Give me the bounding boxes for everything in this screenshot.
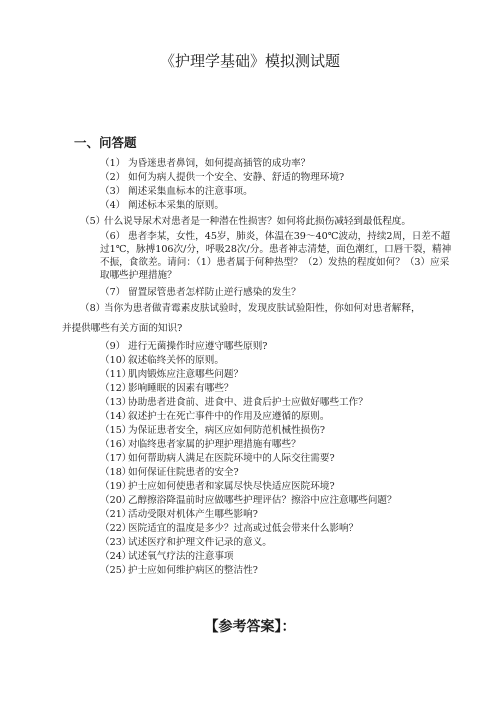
question-text: 试述医疗和护理文件记录的意义。 xyxy=(128,537,272,548)
question-item xyxy=(100,480,335,493)
question-item xyxy=(100,199,224,212)
question-text: 如何保证住院患者的安全? xyxy=(128,467,239,478)
question-text: 阐述采集血标本的注意事项。 xyxy=(128,186,253,197)
question-text: 协助患者进食前、进食中、进食后护士应做好哪些工作？ xyxy=(128,397,368,408)
question-number: （20） xyxy=(100,495,132,506)
question-item xyxy=(100,185,253,198)
question-text: 活动受限对机体产生哪些影响? xyxy=(128,509,258,520)
question-continuation: 并提供哪些有关方面的知识? xyxy=(62,323,183,334)
question-number: （19） xyxy=(100,481,132,492)
question-item xyxy=(100,354,224,367)
question-number: （15） xyxy=(100,425,132,436)
section-heading: 一、问答题 xyxy=(74,135,137,150)
question-text: 影响睡眠的因素有哪些？ xyxy=(128,383,234,394)
question-text: 叙述临终关怀的原则。 xyxy=(128,355,224,366)
question-text: 护士应如何使患者和家属尽快尽快适应医院环境? xyxy=(128,481,335,492)
question-number: （13） xyxy=(100,397,132,408)
question-number: （4） xyxy=(100,200,126,211)
question-number: （8） xyxy=(80,303,106,314)
page-title: 《护理学基础》模拟测试题 xyxy=(159,52,340,70)
question-number: （9） xyxy=(100,341,126,352)
question-item xyxy=(100,157,310,170)
question-item xyxy=(100,286,301,299)
question-item xyxy=(100,564,258,577)
question-item xyxy=(100,452,335,465)
question-item xyxy=(100,494,397,507)
question-number: （5） xyxy=(80,216,106,227)
question-item xyxy=(100,522,358,535)
question-item xyxy=(80,215,411,228)
question-text: 患者李某，女性，45岁，肺炎，体温在39～40℃波动，持续2周，日差不超过1℃，脉搏106次/分，呼吸28次/分。患者神志清楚，面色潮红，口唇干裂，精神不振，食欲差。请问：（1）患者属于何种热型？（2）发热的程度如何？（3）应采取哪些护理措施？ xyxy=(100,231,452,281)
question-number: （17） xyxy=(100,453,132,464)
question-number: （6） xyxy=(100,231,126,242)
answer-heading: 【参考答案】： xyxy=(204,619,296,635)
question-number: （12） xyxy=(100,383,132,394)
question-number: （18） xyxy=(100,467,132,478)
question-item xyxy=(100,382,234,395)
question-number: （24） xyxy=(100,551,132,562)
question-text: 叙述护士在死亡事件中的作用及应遵循的原则。 xyxy=(128,411,330,422)
question-text: 为保证患者安全，病区应如何防范机械性损伤? xyxy=(128,425,326,436)
question-text: 当你为患者做青霉素皮肤试验时，发现皮肤试验阳性，你如何对患者解释， xyxy=(104,303,421,314)
question-text: 如何帮助病人满足在医院环境中的人际交往需要? xyxy=(128,453,335,464)
question-text: 乙醇擦浴降温前时应做哪些护理评估？擦浴中应注意哪些问题？ xyxy=(128,495,397,506)
question-number: （23） xyxy=(100,537,132,548)
question-number: （25） xyxy=(100,565,132,576)
question-number: （7） xyxy=(100,287,126,298)
question-item xyxy=(100,536,272,549)
question-item xyxy=(100,368,243,381)
question-text: 肌肉锻炼应注意哪些问题？ xyxy=(128,369,244,380)
question-number: （11） xyxy=(100,369,132,380)
question-number: （3） xyxy=(100,186,126,197)
question-item xyxy=(80,302,421,315)
question-item xyxy=(100,410,329,423)
question-text: 什么说导尿术对患者是一种潜在性损害？如何将此损伤减轻到最低程度。 xyxy=(104,216,411,227)
question-item xyxy=(100,438,301,451)
question-item xyxy=(100,230,454,282)
question-text: 阐述标本采集的原则。 xyxy=(128,200,224,211)
question-item xyxy=(100,424,325,437)
question-number: （1） xyxy=(100,158,126,169)
question-text: 对临终患者家属的护理护理措施有哪些？ xyxy=(128,439,301,450)
question-item xyxy=(100,550,234,563)
question-number: （10） xyxy=(100,355,132,366)
question-item xyxy=(100,171,344,184)
question-text: 留置尿管患者怎样防止逆行感染的发生？ xyxy=(128,287,301,298)
question-number: （14） xyxy=(100,411,132,422)
question-item xyxy=(100,508,258,521)
question-number: （16） xyxy=(100,439,132,450)
question-item xyxy=(100,340,267,353)
question-text: 进行无菌操作时应遵守哪些原则? xyxy=(128,341,268,352)
question-item xyxy=(100,396,368,409)
question-text: 护士应如何维护病区的整洁性? xyxy=(128,565,258,576)
question-number: （2） xyxy=(100,172,126,183)
question-text: 如何为病人提供一个安全、安静、舒适的物理环境? xyxy=(128,172,345,183)
question-text: 试述氧气疗法的注意事项 xyxy=(128,551,234,562)
question-number: （21） xyxy=(100,509,132,520)
question-text: 医院适宜的温度是多少？过高或过低会带来什么影响？ xyxy=(128,523,359,534)
question-text: 为昏迷患者鼻饲，如何提高插管的成功率？ xyxy=(128,158,311,169)
question-item xyxy=(100,466,239,479)
question-number: （22） xyxy=(100,523,132,534)
